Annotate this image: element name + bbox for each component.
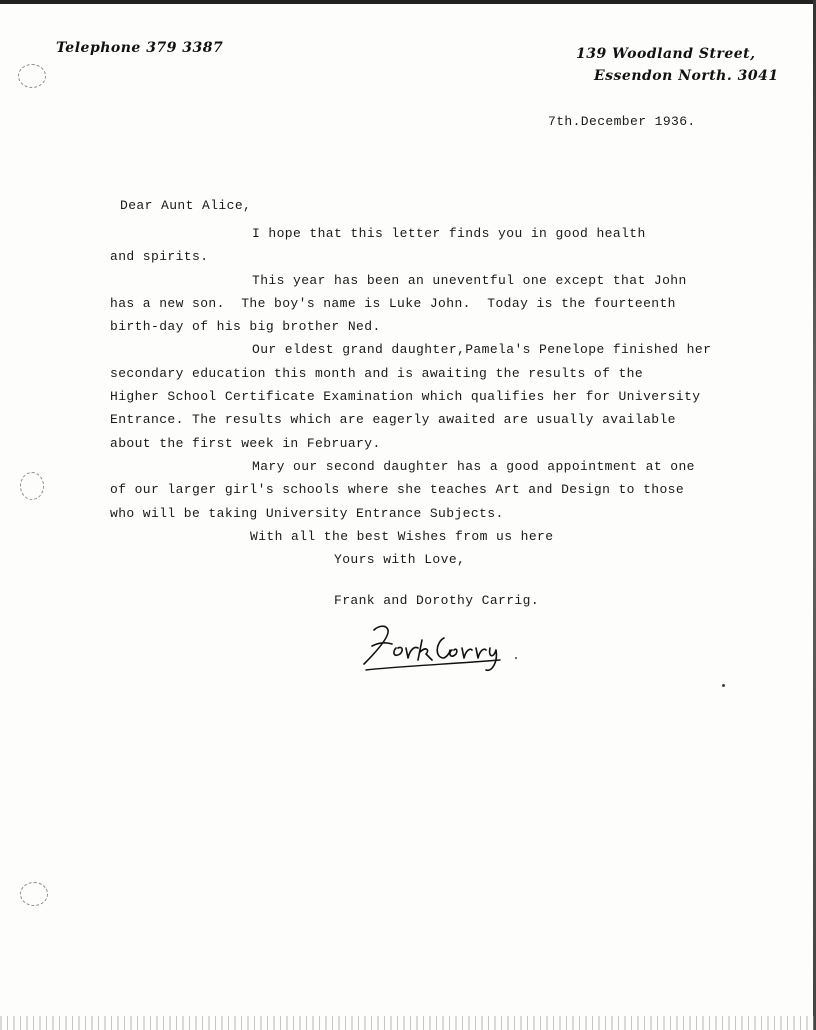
scan-bottom-noise <box>0 1016 816 1030</box>
address-line-2: Essendon North. 3041 <box>594 68 779 84</box>
letter-body <box>110 222 750 525</box>
sender-names: Frank and Dorothy Carrig. <box>334 593 540 608</box>
punch-hole-icon <box>18 64 46 88</box>
address-line-1: 139 Woodland Street, <box>576 46 756 62</box>
body-line: Our eldest grand daughter,Pamela's Penelope finished her <box>252 342 712 358</box>
salutation: Dear Aunt Alice, <box>120 198 252 213</box>
ink-speck <box>722 684 725 687</box>
body-line: secondary education this month and is awaiting the results of the <box>110 365 644 381</box>
punch-hole-icon <box>20 882 48 906</box>
telephone-header: Telephone 379 3387 <box>56 40 224 56</box>
scan-top-edge <box>0 0 816 4</box>
closing-wishes: With all the best Wishes from us here <box>250 529 554 544</box>
body-line: about the first week in February. <box>110 435 381 451</box>
body-line: I hope that this letter finds you in good health <box>252 226 646 241</box>
body-line: and spirits. <box>110 249 209 265</box>
body-line: of our larger girl's schools where she teaches Art and Design to those <box>110 482 685 498</box>
handwritten-signature <box>352 618 512 678</box>
body-line: Mary our second daughter has a good appointment at one <box>252 458 695 474</box>
body-line: This year has been an uneventful one except that John <box>252 272 687 288</box>
body-line: who will be taking University Entrance Subjects. <box>110 505 504 521</box>
body-line: Higher School Certificate Examination which qualifies her for University <box>110 389 701 405</box>
ink-speck <box>515 657 517 659</box>
closing-love: Yours with Love, <box>334 552 466 567</box>
body-line: Entrance. The results which are eagerly awaited are usually available <box>110 412 676 428</box>
body-line: has a new son. The boy's name is Luke John. Today is the fourteenth <box>110 295 676 311</box>
punch-hole-icon <box>20 472 44 500</box>
body-line: birth-day of his big brother Ned. <box>110 319 381 335</box>
letter-date: 7th.December 1936. <box>548 114 696 129</box>
